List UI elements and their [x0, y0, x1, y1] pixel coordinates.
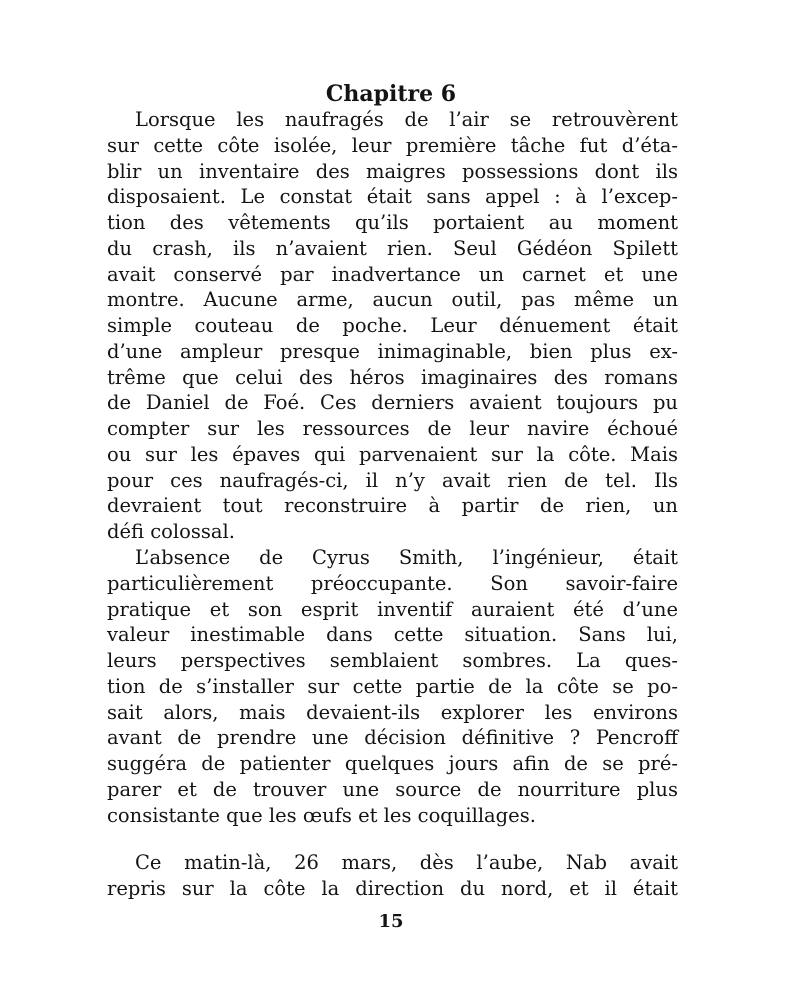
chapter-title: Chapitre 6: [325, 81, 457, 107]
text-line: valeur inestimable dans cette situation. Sans lui,: [107, 623, 678, 647]
text-line: repris sur la côte la direction du nord, et il était: [107, 876, 678, 900]
paragraph-1: [107, 107, 678, 545]
text-line: particulièrement préoccupante. Son savoir-faire: [107, 571, 678, 595]
text-line: leurs perspectives semblaient sombres. La ques-: [107, 649, 678, 673]
text-line: sait alors, mais devaient-ils explorer les environs: [107, 700, 678, 724]
text-line: avait conservé par inadvertance un carnet et une: [107, 262, 678, 286]
text-line: défi colossal.: [107, 520, 235, 544]
text-line: parer et de trouver une source de nourriture plus: [107, 777, 678, 801]
text-line: consistante que les œufs et les coquillages.: [107, 803, 536, 827]
text-line: simple couteau de poche. Leur dénuement était: [107, 314, 678, 338]
text-line: montre. Aucune arme, aucun outil, pas même un: [107, 288, 678, 312]
paragraph-2: [107, 545, 678, 828]
text-line: Ce matin-là, 26 mars, dès l’aube, Nab avait: [135, 851, 678, 874]
page-number: 15: [378, 911, 404, 932]
text-line: tion des vêtements qu’ils portaient au moment: [107, 211, 678, 235]
text-line: devraient tout reconstruire à partir de rien, un: [107, 494, 678, 518]
text-line: d’une ampleur presque inimaginable, bien plus ex-: [107, 339, 678, 363]
text-line: ou sur les épaves qui parvenaient sur la côte. Mais: [107, 442, 678, 466]
text-line: pour ces naufragés-ci, il n’y avait rien de tel. Ils: [107, 468, 678, 492]
paragraph-3: [107, 850, 678, 902]
text-line: avant de prendre une décision définitive ? Pencroff: [107, 726, 678, 750]
text-line: disposaient. Le constat était sans appel : à l’excep-: [107, 185, 678, 209]
text-line: blir un inventaire des maigres possessions dont ils: [107, 159, 678, 183]
text-line: sur cette côte isolée, leur première tâche fut d’éta-: [107, 133, 678, 157]
text-line: pratique et son esprit inventif auraient été d’une: [107, 597, 678, 621]
text-line: compter sur les ressources de leur navire échoué: [107, 417, 678, 441]
text-line: tion de s’installer sur cette partie de la côte se po-: [107, 674, 678, 698]
text-line: Lorsque les naufragés de l’air se retrouvèrent: [135, 108, 678, 131]
text-line: suggéra de patienter quelques jours afin de se pré-: [107, 752, 678, 776]
text-line: trême que celui des héros imaginaires des romans: [107, 365, 678, 389]
text-line: L’absence de Cyrus Smith, l’ingénieur, était: [135, 546, 678, 569]
text-line: de Daniel de Foé. Ces derniers avaient toujours pu: [107, 391, 678, 415]
text-line: du crash, ils n’avaient rien. Seul Gédéon Spilett: [107, 236, 678, 260]
